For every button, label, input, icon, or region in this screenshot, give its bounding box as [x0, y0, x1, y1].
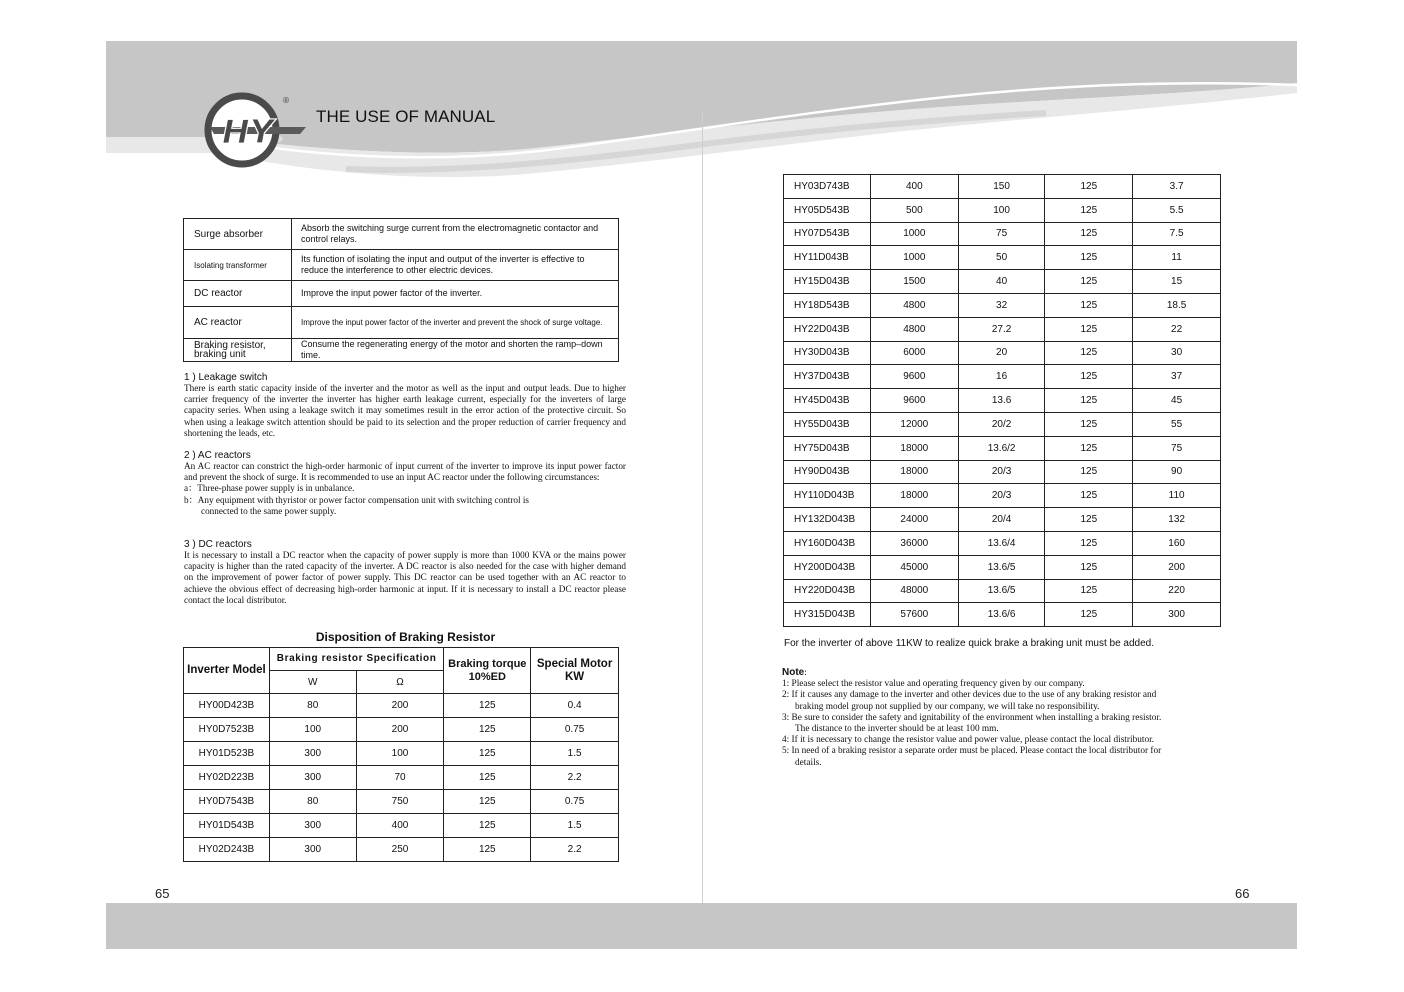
value-cell: 125: [1045, 555, 1133, 579]
table-cell: 70: [356, 766, 444, 790]
model-cell: HY200D043B: [784, 555, 871, 579]
table-cell: 1.5: [531, 814, 619, 838]
value-cell: 18.5: [1133, 293, 1221, 317]
value-cell: 4800: [870, 293, 958, 317]
value-cell: 37: [1133, 365, 1221, 389]
value-cell: 9600: [870, 389, 958, 413]
value-cell: 30: [1133, 341, 1221, 365]
value-cell: 55: [1133, 412, 1221, 436]
accessory-name: Isolating transformer: [184, 250, 292, 281]
table-row: [784, 531, 1221, 555]
value-cell: 200: [1133, 555, 1221, 579]
header-special-motor: Special Motor KW: [531, 648, 619, 694]
note-line: 1: Please select the resistor value and operating frequency given by our company.: [782, 679, 1085, 690]
table-row: [784, 270, 1221, 294]
value-cell: 4800: [870, 317, 958, 341]
model-cell: HY45D043B: [784, 389, 871, 413]
accessory-table: [183, 218, 619, 362]
value-cell: 125: [1045, 222, 1133, 246]
accessory-name: DC reactor: [184, 281, 292, 307]
value-cell: 16: [958, 365, 1045, 389]
value-cell: 220: [1133, 579, 1221, 603]
value-cell: 22: [1133, 317, 1221, 341]
accessory-desc: Consume the regenerating energy of the motor and shorten the ramp–down time.: [292, 339, 619, 362]
section-heading: 2 ) AC reactors: [184, 450, 251, 461]
header-resistor-spec: Braking resistor Specification: [269, 648, 444, 671]
model-cell: HY07D543B: [784, 222, 871, 246]
table-row: [184, 814, 619, 838]
footer-band: [106, 903, 1297, 949]
value-cell: 125: [1045, 531, 1133, 555]
logo-text: HY: [222, 112, 274, 151]
value-cell: 400: [870, 175, 958, 199]
table-cell: 125: [444, 742, 531, 766]
header-braking-torque: Braking torque 10%ED: [444, 648, 531, 694]
table-cell: 0.75: [531, 790, 619, 814]
manual-spread: [106, 41, 1297, 949]
table-row: [784, 603, 1221, 627]
value-cell: 125: [1045, 579, 1133, 603]
table-cell: 125: [444, 718, 531, 742]
manual-title: THE USE OF MANUAL: [316, 107, 496, 126]
table-row: [784, 246, 1221, 270]
table-cell: 125: [444, 766, 531, 790]
table-row: [184, 742, 619, 766]
accessory-desc: Improve the input power factor of the inverter and prevent the shock of surge voltage.: [292, 307, 619, 339]
model-cell: HY37D043B: [784, 365, 871, 389]
note-line: The distance to the inverter should be at least 100 mm.: [795, 724, 999, 735]
table-cell: HY0D7543B: [184, 790, 270, 814]
table-cell: HY02D223B: [184, 766, 270, 790]
value-cell: 48000: [870, 579, 958, 603]
model-cell: HY22D043B: [784, 317, 871, 341]
list-item: a：Three-phase power supply is in unbalance.: [184, 483, 355, 494]
value-cell: 7.5: [1133, 222, 1221, 246]
value-cell: 20/3: [958, 484, 1045, 508]
value-cell: 500: [870, 198, 958, 222]
table-row: [184, 281, 619, 307]
model-cell: HY55D043B: [784, 412, 871, 436]
table-cell: 200: [356, 718, 444, 742]
table-row: [784, 389, 1221, 413]
registered-mark: ®: [282, 96, 290, 105]
note-line: braking model group not supplied by our company, we will take no responsibility.: [795, 701, 1100, 712]
value-cell: 6000: [870, 341, 958, 365]
page-number-left: 65: [155, 886, 170, 901]
note-line: 3: Be sure to consider the safety and ignitability of the environment when installing a braking resistor.: [782, 712, 1162, 723]
model-cell: HY160D043B: [784, 531, 871, 555]
value-cell: 1500: [870, 270, 958, 294]
value-cell: 32: [958, 293, 1045, 317]
page-spine: [702, 111, 703, 903]
page-number-right: 66: [1235, 886, 1250, 901]
value-cell: 12000: [870, 412, 958, 436]
value-cell: 125: [1045, 341, 1133, 365]
table-row: [784, 175, 1221, 199]
table-cell: 300: [269, 814, 356, 838]
section-text: An AC reactor can constrict the high-order harmonic of input current of the inverter to improve its input power factor and prevent the shock of surge. It is recommended to use an input AC reactor under the following circumstances:: [184, 461, 626, 483]
model-cell: HY132D043B: [784, 508, 871, 532]
value-cell: 75: [1133, 436, 1221, 460]
value-cell: 27.2: [958, 317, 1045, 341]
table-cell: 0.75: [531, 718, 619, 742]
value-cell: 13.6/6: [958, 603, 1045, 627]
table-cell: 2.2: [531, 838, 619, 862]
table-cell: 100: [269, 718, 356, 742]
model-cell: HY220D043B: [784, 579, 871, 603]
table-cell: HY00D423B: [184, 694, 270, 718]
value-cell: 24000: [870, 508, 958, 532]
table-cell: HY01D523B: [184, 742, 270, 766]
table-row: [184, 219, 619, 250]
header-inverter-model: Inverter Model: [184, 648, 270, 694]
value-cell: 20/4: [958, 508, 1045, 532]
value-cell: 110: [1133, 484, 1221, 508]
accessory-desc: Improve the input power factor of the inverter.: [292, 281, 619, 307]
table-cell: HY01D543B: [184, 814, 270, 838]
value-cell: 50: [958, 246, 1045, 270]
table-row: [784, 198, 1221, 222]
value-cell: 125: [1045, 603, 1133, 627]
braking-resistor-table-continued: [783, 174, 1221, 627]
section-heading: 1 ) Leakage switch: [184, 372, 268, 383]
value-cell: 132: [1133, 508, 1221, 532]
section-heading: 3 ) DC reactors: [184, 539, 252, 550]
model-cell: HY30D043B: [784, 341, 871, 365]
value-cell: 57600: [870, 603, 958, 627]
table-row: [784, 508, 1221, 532]
value-cell: 125: [1045, 293, 1133, 317]
value-cell: 11: [1133, 246, 1221, 270]
table-row: [784, 579, 1221, 603]
table-cell: 1.5: [531, 742, 619, 766]
table-row: [184, 307, 619, 339]
notes-block: [782, 667, 1227, 769]
table-cell: 400: [356, 814, 444, 838]
value-cell: 15: [1133, 270, 1221, 294]
value-cell: 13.6: [958, 389, 1045, 413]
value-cell: 1000: [870, 222, 958, 246]
value-cell: 13.6/4: [958, 531, 1045, 555]
value-cell: 150: [958, 175, 1045, 199]
value-cell: 18000: [870, 436, 958, 460]
table-row: [784, 484, 1221, 508]
value-cell: 125: [1045, 436, 1133, 460]
value-cell: 125: [1045, 508, 1133, 532]
model-cell: HY75D043B: [784, 436, 871, 460]
note-line: details.: [795, 757, 822, 768]
section-dc-reactors: [184, 539, 626, 606]
accessory-desc: Absorb the switching surge current from the electromagnetic contactor and control relays.: [292, 219, 619, 250]
model-cell: HY11D043B: [784, 246, 871, 270]
value-cell: 20/2: [958, 412, 1045, 436]
value-cell: 36000: [870, 531, 958, 555]
section-text: It is necessary to install a DC reactor when the capacity of power supply is more than 1000 KVA or the mains power capacity is higher than the rated capacity of the inverter. A DC reactor is also needed for the case with higher demand on the improvement of power factor of power supply. This DC reactor can be used together with an AC reactor to achieve the obvious effect of decreasing high-order harmonic at input. If it is necessary to install a DC reactor please contact the local distributor.: [184, 550, 626, 605]
model-cell: HY15D043B: [784, 270, 871, 294]
table-row: [784, 436, 1221, 460]
value-cell: 160: [1133, 531, 1221, 555]
section-leakage-switch: [184, 372, 626, 439]
accessory-name: Braking resistor, braking unit: [184, 339, 292, 362]
table-row: [784, 460, 1221, 484]
notes-heading: Note: [782, 667, 805, 678]
value-cell: 125: [1045, 175, 1133, 199]
braking-unit-note: For the inverter of above 11KW to realize quick brake a braking unit must be added.: [784, 638, 1155, 649]
model-cell: HY110D043B: [784, 484, 871, 508]
value-cell: 13.6/5: [958, 555, 1045, 579]
model-cell: HY03D743B: [784, 175, 871, 199]
header-watt: W: [269, 671, 356, 694]
list-item: connected to the same power supply.: [201, 505, 337, 516]
value-cell: 45000: [870, 555, 958, 579]
model-cell: HY05D543B: [784, 198, 871, 222]
table-row: [784, 365, 1221, 389]
braking-resistor-table: [183, 647, 619, 862]
table-row: [184, 339, 619, 362]
value-cell: 125: [1045, 198, 1133, 222]
table-cell: 300: [269, 838, 356, 862]
value-cell: 125: [1045, 246, 1133, 270]
braking-table-title: Disposition of Braking Resistor: [315, 630, 496, 644]
table-cell: 200: [356, 694, 444, 718]
value-cell: 125: [1045, 484, 1133, 508]
table-row: [184, 250, 619, 281]
table-row: [784, 555, 1221, 579]
section-text: There is earth static capacity inside of the inverter and the motor as well as the input and output leads. Due to higher carrier frequency of the inverter the inverter has higher earth leakage current, especially for the inverters of large capacity series. When using a leakage switch it may sometimes result in the error action of the protective circuit. So when using a leakage switch attention should be paid to its selection and the proper reduction of carrier frequency and shortening the leads, etc.: [184, 383, 626, 438]
table-cell: 300: [269, 766, 356, 790]
value-cell: 18000: [870, 460, 958, 484]
value-cell: 125: [1045, 460, 1133, 484]
table-row: [784, 341, 1221, 365]
note-line: 2: If it causes any damage to the inverter and other devices due to the use of any braking resistor and: [782, 690, 1157, 701]
note-line: 5: In need of a braking resistor a separate order must be placed. Please contact the local distributor for: [782, 746, 1162, 757]
table-cell: 750: [356, 790, 444, 814]
value-cell: 13.6/5: [958, 579, 1045, 603]
header-row: [184, 648, 619, 671]
model-cell: HY90D043B: [784, 460, 871, 484]
table-row: [184, 694, 619, 718]
value-cell: 125: [1045, 389, 1133, 413]
table-cell: 125: [444, 814, 531, 838]
value-cell: 45: [1133, 389, 1221, 413]
table-cell: 250: [356, 838, 444, 862]
model-cell: HY18D543B: [784, 293, 871, 317]
table-row: [784, 293, 1221, 317]
notes-colon: :: [804, 668, 807, 678]
table-cell: 100: [356, 742, 444, 766]
accessory-name: AC reactor: [184, 307, 292, 339]
value-cell: 40: [958, 270, 1045, 294]
value-cell: 100: [958, 198, 1045, 222]
table-cell: HY02D243B: [184, 838, 270, 862]
value-cell: 125: [1045, 365, 1133, 389]
table-row: [184, 718, 619, 742]
value-cell: 13.6/2: [958, 436, 1045, 460]
table-cell: 125: [444, 790, 531, 814]
accessory-name: Surge absorber: [184, 219, 292, 250]
note-line: 4: If it is necessary to change the resistor value and power value, please contact the local distributor.: [782, 735, 1155, 746]
value-cell: 9600: [870, 365, 958, 389]
table-cell: 80: [269, 694, 356, 718]
value-cell: 75: [958, 222, 1045, 246]
table-row: [184, 766, 619, 790]
value-cell: 18000: [870, 484, 958, 508]
table-cell: 125: [444, 694, 531, 718]
accessory-desc: Its function of isolating the input and output of the inverter is effective to reduce the interference to other electric devices.: [292, 250, 619, 281]
value-cell: 20: [958, 341, 1045, 365]
value-cell: 3.7: [1133, 175, 1221, 199]
value-cell: 125: [1045, 412, 1133, 436]
value-cell: 20/3: [958, 460, 1045, 484]
table-cell: 300: [269, 742, 356, 766]
list-item: b：Any equipment with thyristor or power factor compensation unit with switching control is: [184, 494, 529, 505]
value-cell: 125: [1045, 317, 1133, 341]
table-cell: 2.2: [531, 766, 619, 790]
hy-logo-icon: [202, 91, 312, 181]
table-row: [784, 412, 1221, 436]
table-cell: 125: [444, 838, 531, 862]
table-row: [184, 790, 619, 814]
table-row: [784, 222, 1221, 246]
table-row: [784, 317, 1221, 341]
table-cell: 0.4: [531, 694, 619, 718]
value-cell: 1000: [870, 246, 958, 270]
value-cell: 125: [1045, 270, 1133, 294]
value-cell: 300: [1133, 603, 1221, 627]
value-cell: 90: [1133, 460, 1221, 484]
model-cell: HY315D043B: [784, 603, 871, 627]
header-ohm: Ω: [356, 671, 444, 694]
table-cell: HY0D7523B: [184, 718, 270, 742]
value-cell: 5.5: [1133, 198, 1221, 222]
section-ac-reactors: [184, 450, 626, 517]
table-cell: 80: [269, 790, 356, 814]
table-row: [184, 838, 619, 862]
